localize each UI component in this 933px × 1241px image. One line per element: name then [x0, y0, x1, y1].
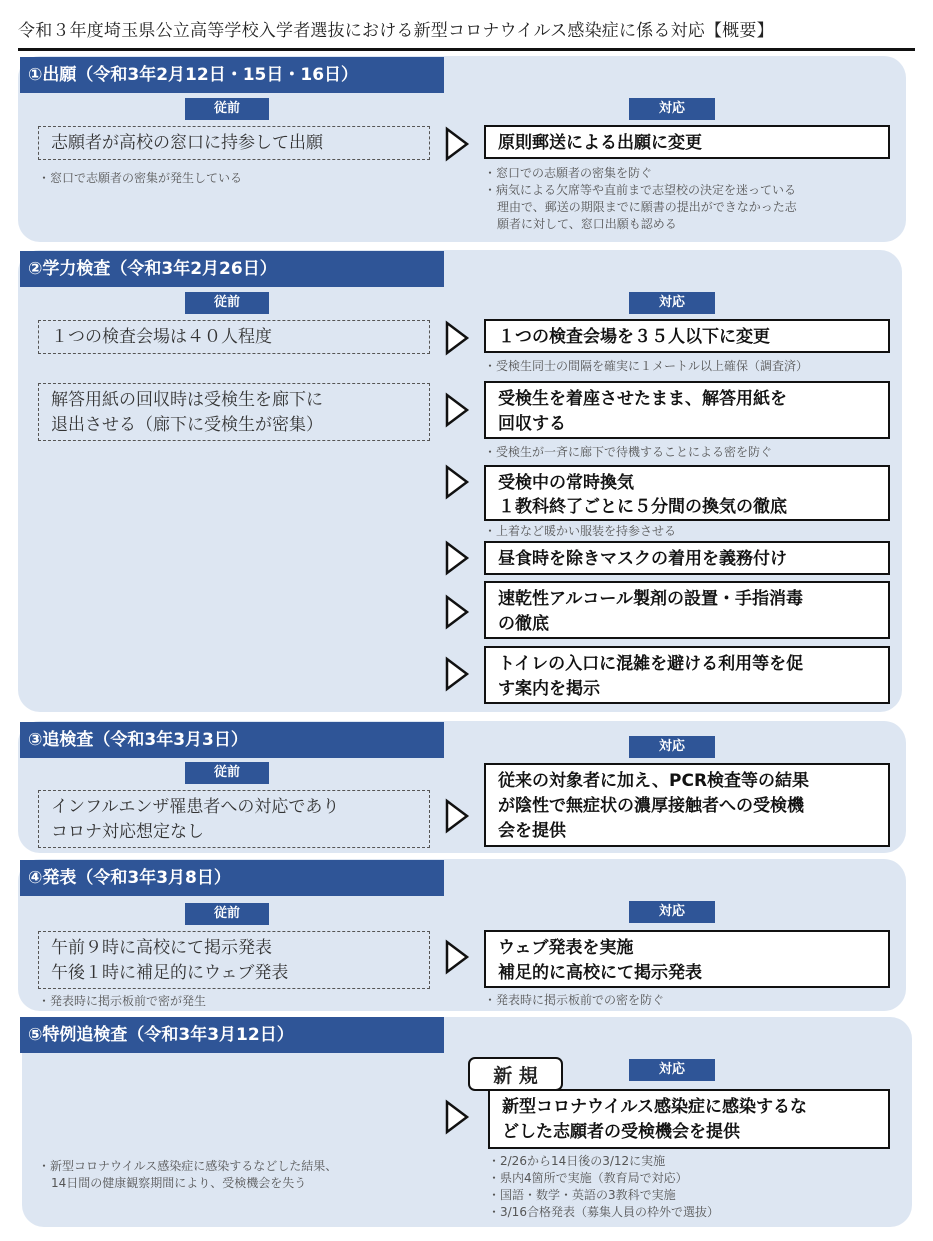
section-5-header: ⑤特例追検査（令和3年3月12日） [20, 1017, 444, 1053]
arrow-icon [444, 798, 470, 834]
section-5-after-label: 対応 [629, 1059, 715, 1081]
note-line: ・県内4箇所で実施（教育局で対応） [488, 1171, 688, 1185]
section-5-after-text-b: どした志願者の受検機会を提供 [502, 1122, 740, 1142]
section-3-after-box [484, 763, 890, 847]
section-4-before-note: ・発表時に掲示板前で密が発生 [38, 994, 207, 1008]
section-1-after-text: 原則郵送による出願に変更 [498, 133, 702, 153]
section-3-header: ③追検査（令和3年3月3日） [20, 722, 444, 758]
section-2-after-box-5 [484, 581, 890, 639]
section-1-before-box [38, 126, 430, 160]
section-4-after-text-b: 補足的に高校にて掲示発表 [498, 963, 702, 983]
section-4-before-box [38, 931, 430, 989]
section-2-after-box-1 [484, 319, 890, 353]
section-2-before-label: 従前 [185, 292, 269, 314]
arrow-icon [444, 464, 470, 500]
section-2-after-box-2 [484, 381, 890, 439]
section-4-after-note: ・発表時に掲示板前での密を防ぐ [484, 993, 665, 1007]
arrow-icon [444, 320, 470, 356]
section-3-after-label: 対応 [629, 736, 715, 758]
new-badge: 新 規 [468, 1057, 563, 1091]
arrow-icon [444, 126, 470, 162]
section-2-header: ②学力検査（令和3年2月26日） [20, 251, 444, 287]
note-line: ・国語・数学・英語の3教科で実施 [488, 1188, 676, 1202]
section-4-before-text-b: 午後１時に補足的にウェブ発表 [51, 963, 289, 983]
note-line: ・3/16合格発表（募集人員の枠外で選抜） [488, 1205, 719, 1219]
page-title: 令和３年度埼玉県公立高等学校入学者選抜における新型コロナウイルス感染症に係る対応【概要】 [18, 14, 915, 51]
section-3-before-text-a: インフルエンザ罹患者への対応であり [51, 797, 340, 817]
note-line: ・病気による欠席等や直前まで志望校の決定を迷っている [484, 183, 797, 197]
section-2-after-text-2a: 受検生を着座させたまま、解答用紙を [498, 389, 787, 409]
arrow-icon [444, 392, 470, 428]
section-2-after-label: 対応 [629, 292, 715, 314]
section-3-before-label: 従前 [185, 762, 269, 784]
section-4-before-text-a: 午前９時に高校にて掲示発表 [51, 938, 272, 958]
section-1-header: ①出願（令和3年2月12日・15日・16日） [20, 57, 444, 93]
section-3-after-text-c: 会を提供 [498, 821, 566, 841]
section-4-header: ④発表（令和3年3月8日） [20, 860, 444, 896]
section-2-before-box-2 [38, 383, 430, 441]
section-2-before-box-1 [38, 320, 430, 354]
section-1-before-label: 従前 [185, 98, 269, 120]
section-2-after-box-6 [484, 646, 890, 704]
section-2-after-box-3 [484, 465, 890, 521]
section-3-before-box [38, 790, 430, 848]
section-2-before-text-1: １つの検査会場は４０人程度 [51, 327, 272, 347]
note-line: 理由で、郵送の期限までに願書の提出ができなかった志 [497, 200, 797, 214]
section-1-after-box [484, 125, 890, 159]
section-2-after-text-3a: 受検中の常時換気 [498, 473, 634, 493]
section-4-after-text-a: ウェブ発表を実施 [498, 938, 634, 958]
section-5-before-notes [38, 1158, 337, 1192]
section-2-after-text-3b: １教科終了ごとに５分間の換気の徹底 [498, 497, 787, 517]
section-3-after-text-b: が陰性で無症状の濃厚接触者への受検機 [498, 796, 804, 816]
section-2-after-text-2b: 回収する [498, 414, 566, 434]
section-2-after-text-1: １つの検査会場を３５人以下に変更 [498, 327, 770, 347]
section-2-after-note-1: ・受検生同士の間隔を確実に１メートル以上確保（調査済） [484, 359, 809, 373]
section-2-after-note-2: ・受検生が一斉に廊下で待機することによる密を防ぐ [484, 445, 773, 459]
arrow-icon [444, 540, 470, 576]
section-2-after-text-5a: 速乾性アルコール製剤の設置・手指消毒 [498, 589, 803, 609]
arrow-icon [444, 939, 470, 975]
arrow-icon [444, 656, 470, 692]
section-4-after-box [484, 930, 890, 988]
note-line: 願者に対して、窓口出願も認める [497, 217, 677, 231]
note-line: 14日間の健康観察期間により、受検機会を失う [51, 1176, 307, 1190]
section-5-after-notes [488, 1153, 719, 1221]
section-2-after-box-4 [484, 541, 890, 575]
note-line: ・窓口での志願者の密集を防ぐ [484, 166, 653, 180]
section-2-before-text-2b: 退出させる（廊下に受検生が密集） [51, 415, 323, 435]
arrow-icon [444, 594, 470, 630]
section-5-after-box [488, 1089, 890, 1149]
section-1-before-note: ・窓口で志願者の密集が発生している [38, 171, 243, 185]
section-2-after-text-4: 昼食時を除きマスクの着用を義務付け [498, 549, 787, 569]
section-2-after-note-3: ・上着など暖かい服装を持参させる [484, 524, 677, 538]
section-4-after-label: 対応 [629, 901, 715, 923]
section-1-before-text: 志願者が高校の窓口に持参して出願 [51, 133, 323, 153]
section-2-after-text-5b: の徹底 [498, 614, 549, 634]
note-line: ・2/26から14日後の3/12に実施 [488, 1154, 666, 1168]
section-3-before-text-b: コロナ対応想定なし [51, 822, 204, 842]
section-2-after-text-6b: す案内を掲示 [498, 679, 600, 699]
section-2-before-text-2a: 解答用紙の回収時は受検生を廊下に [51, 390, 323, 410]
section-4-before-label: 従前 [185, 903, 269, 925]
note-line: ・新型コロナウイルス感染症に感染するなどした結果、 [38, 1159, 338, 1173]
section-2-after-text-6a: トイレの入口に混雑を避ける利用等を促 [498, 654, 804, 674]
arrow-icon [444, 1099, 470, 1135]
section-1-after-notes [484, 165, 797, 233]
section-1-after-label: 対応 [629, 98, 715, 120]
section-3-after-text-a: 従来の対象者に加え、PCR検査等の結果 [498, 771, 810, 791]
section-5-after-text-a: 新型コロナウイルス感染症に感染するな [502, 1097, 807, 1117]
